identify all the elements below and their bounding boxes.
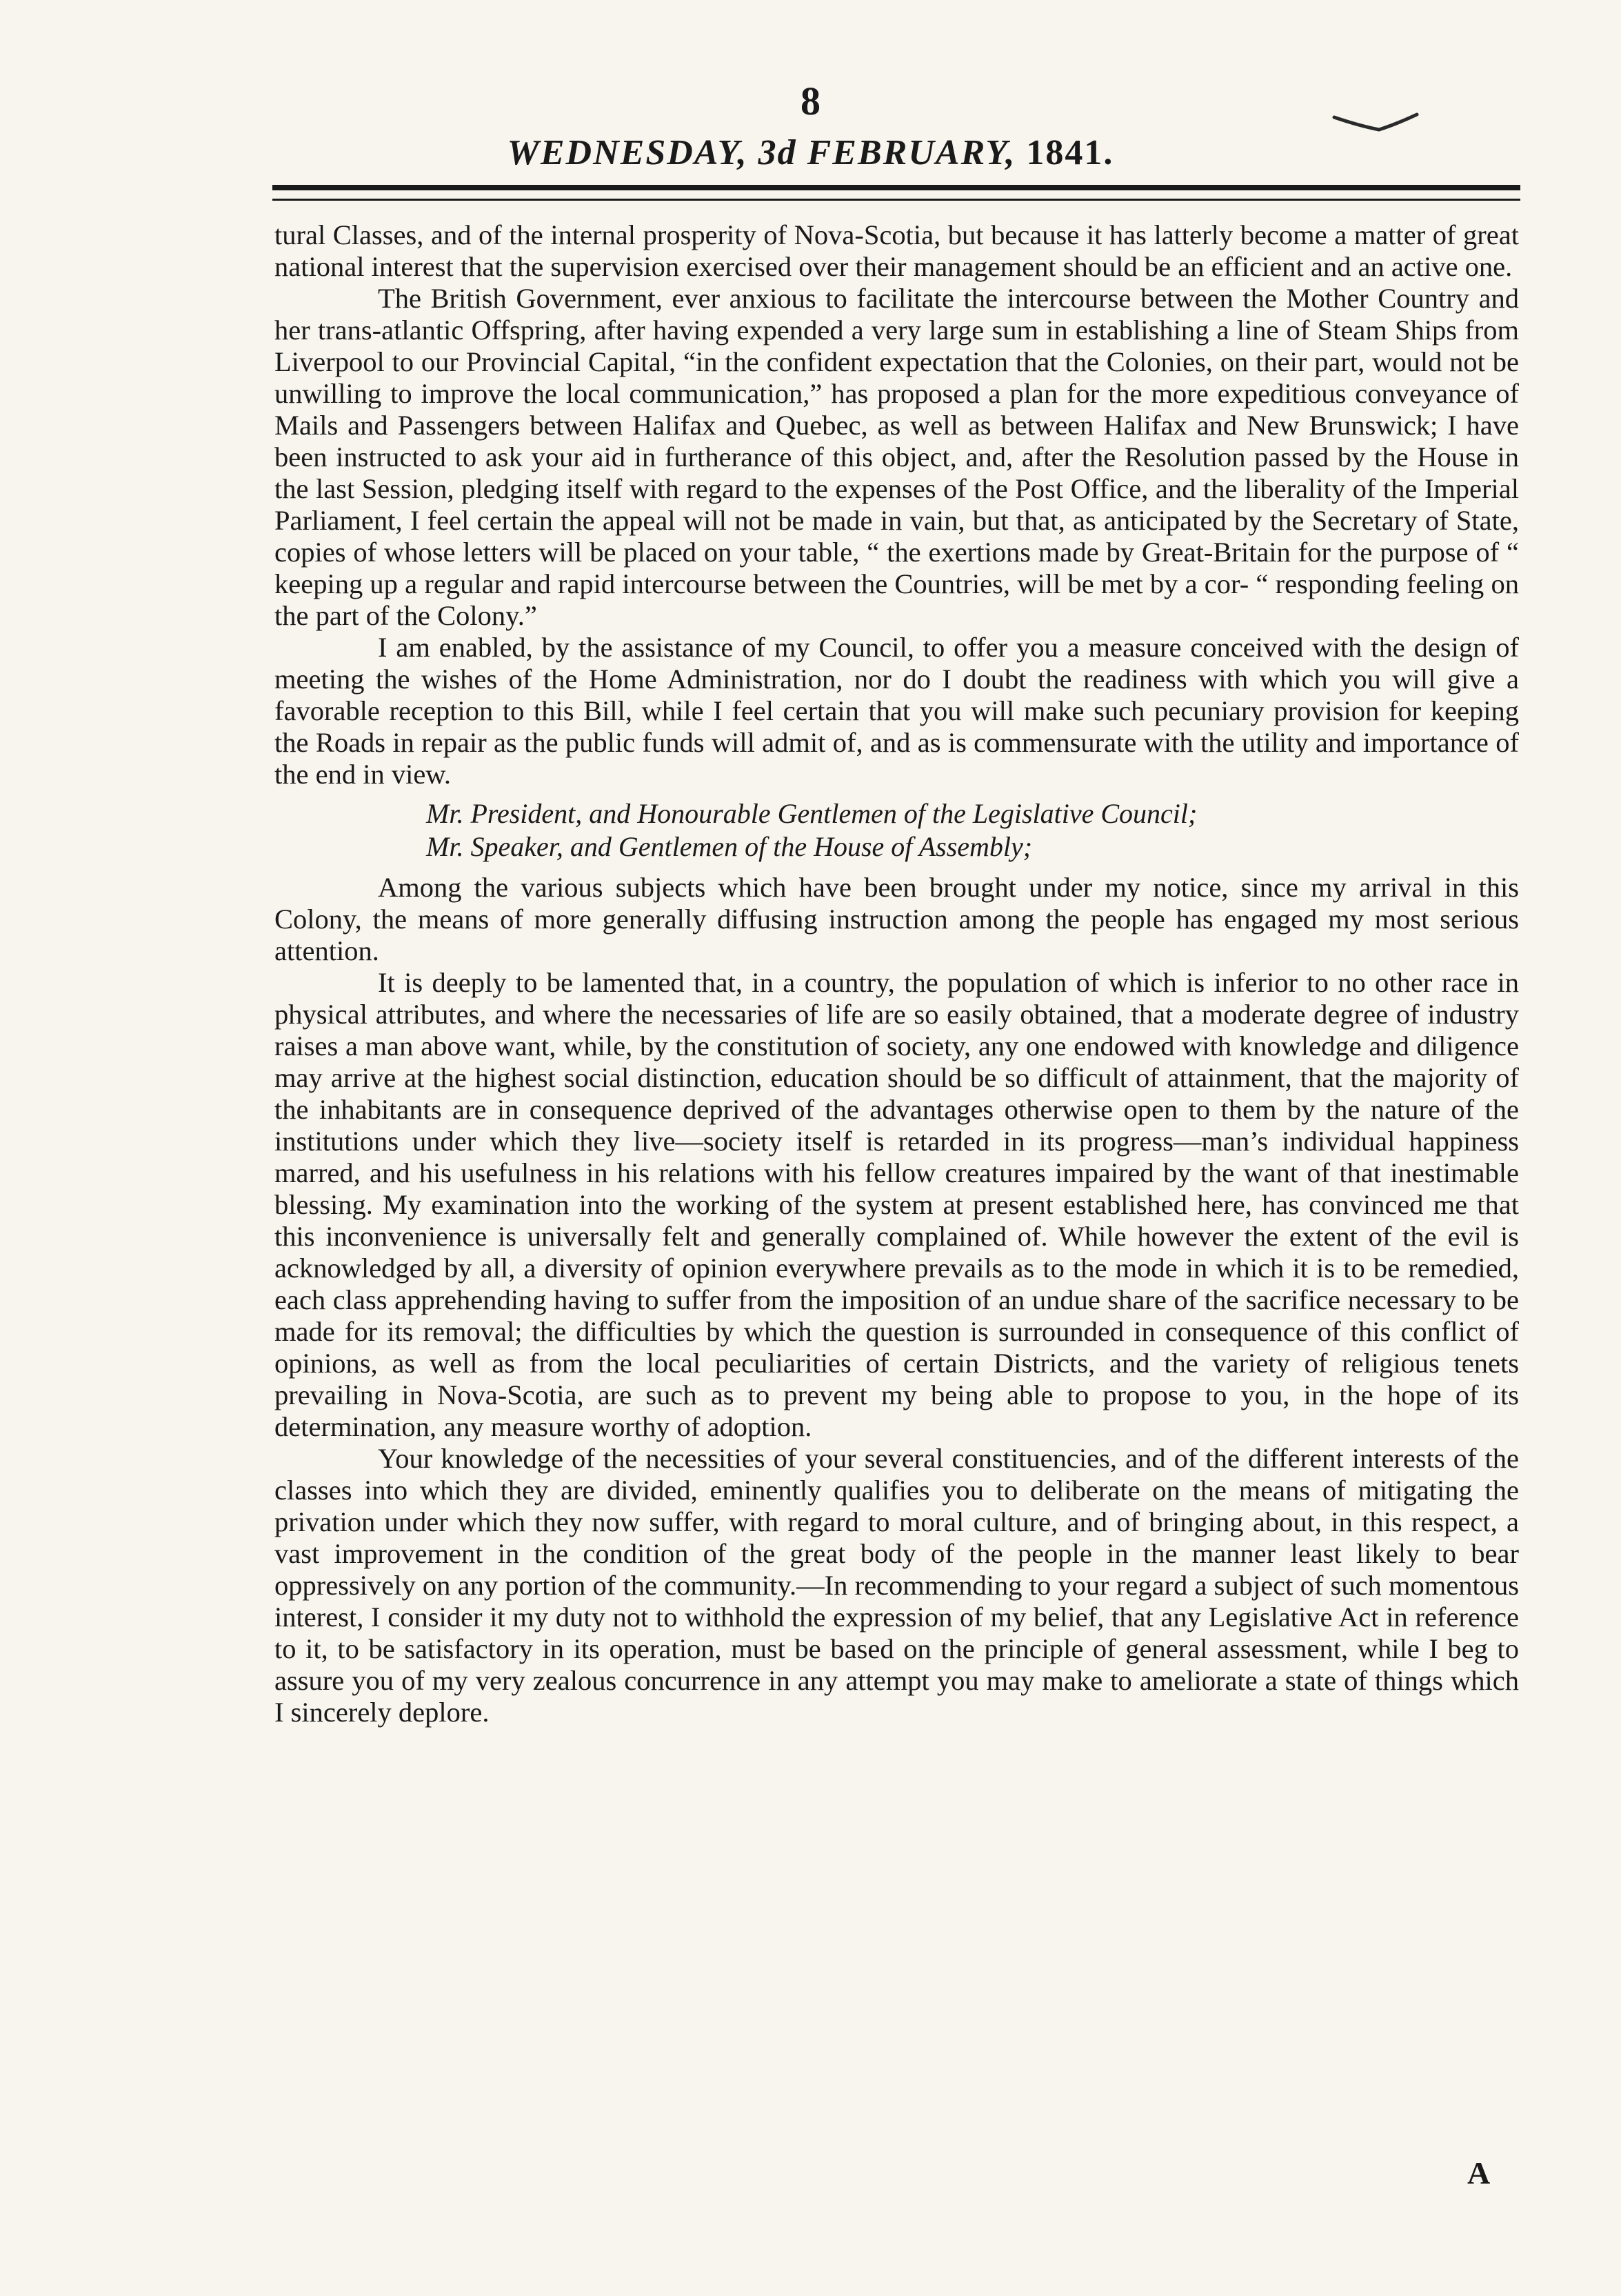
paragraph-assessment: Your knowledge of the necessities of your several constituencies, and of the different interests of the classes into which they are divided, eminently qualifies you to deliberate on the means of mitigating the privation under which they now suffer, with regard to moral culture, and of bringing about, in this respect, a vast improvement in the condition of the great body of the people in the manner least likely to bear oppressively on any portion of the community.—In recommending to your regard a subject of such momentous interest, I consider it my duty not to withhold the expression of my belief, that any Legislative Act in reference to it, to be satisfactory in its operation, must be based on the principle of general assessment, while I beg to assure you of my very zealous concurrence in any attempt you may make to ameliorate a state of things which I sincerely deplore.: [274, 1443, 1519, 1728]
paragraph-roads-bill: I am enabled, by the assistance of my Council, to offer you a measure conceived with the design of meeting the wishes of the Home Administration, nor do I doubt the readiness with which you will give a favorable reception to this Bill, while I feel certain that you will make such pecuniary provision for keeping the Roads in repair as the public funds will admit of, and as is commensurate with the utility and importance of the end in view.: [274, 632, 1519, 790]
signature-mark: A: [1467, 2155, 1491, 2190]
paragraph-steam-ships: The British Government, ever anxious to facilitate the intercourse between the Mother Country and her trans-atlantic Offspring, after having expended a very large sum in establishing a line of Steam Ships from Liverpool to our Provincial Capital, “in the confident expectation that the Colonies, on their part, would not be unwilling to improve the local communication,” has proposed a plan for the more expeditious conveyance of Mails and Passengers between Halifax and Quebec, as well as between Halifax and New Brunswick; I have been instructed to ask your aid in furtherance of this object, and, after the Resolution passed by the House in the last Session, pledging itself with regard to the expenses of the Post Office, and the liberality of the Imperial Parliament, I feel certain the appeal will not be made in vain, but that, as anticipated by the Secretary of State, copies of whose letters will be placed on your table, “ the exertions made by Great-Britain for the purpose of “ keeping up a regular and rapid intercourse between the Countries, will be met by a cor- “ responding feeling on the part of the Colony.”: [274, 283, 1519, 631]
ink-smudge-mark: [1331, 110, 1420, 135]
header-rule-thick: [272, 185, 1520, 190]
page-number: 8: [801, 79, 820, 123]
address-block: [274, 797, 1519, 864]
date-year: 1841.: [1026, 133, 1114, 172]
address-house-of-assembly: Mr. Speaker, and Gentlemen of the House of Assembly;: [426, 831, 1033, 862]
date-text: WEDNESDAY, 3d FEBRUARY,: [507, 133, 1016, 172]
document-body: [274, 219, 1519, 1728]
paragraph-education: It is deeply to be lamented that, in a country, the population of which is inferior to no other race in physical attributes, and where the necessaries of life are so easily obtained, that a moderate degree of industry raises a man above want, while, by the constitution of society, any one endowed with knowledge and diligence may arrive at the highest social distinction, education should be so difficult of attainment, that the majority of the inhabitants are in consequence deprived of the advantages otherwise open to them by the nature of the institutions under which they live—society itself is retarded in its progress—man’s individual happiness marred, and his usefulness in his relations with his fellow creatures impaired by the want of that inestimable blessing. My examination into the working of the system at present established here, has convinced me that this inconvenience is universally felt and generally complained of. While however the extent of the evil is acknowledged by all, a diversity of opinion everywhere prevails as to the mode in which it is to be remedied, each class apprehending having to suffer from the imposition of an undue share of the sacrifice necessary to be made for its removal; the difficulties by which the question is surrounded in consequence of this conflict of opinions, as well as from the local peculiarities of certain Districts, and the variety of religious tenets prevailing in Nova-Scotia, are such as to prevent my being able to propose to you, in the hope of its determination, any measure worthy of adoption.: [274, 967, 1519, 1442]
header-rule-thin: [272, 199, 1520, 201]
paragraph-continuation: tural Classes, and of the internal prosperity of Nova-Scotia, but because it has latterly become a matter of great national interest that the supervision exercised over their management should be an efficient and an active one.: [274, 219, 1519, 282]
address-legislative-council: Mr. President, and Honourable Gentlemen of the Legislative Council;: [426, 798, 1198, 829]
paragraph-instruction: Among the various subjects which have been brought under my notice, since my arrival in this Colony, the means of more generally diffusing instruction among the people has engaged my most serious attention.: [274, 872, 1519, 966]
date-heading: [0, 135, 1621, 171]
